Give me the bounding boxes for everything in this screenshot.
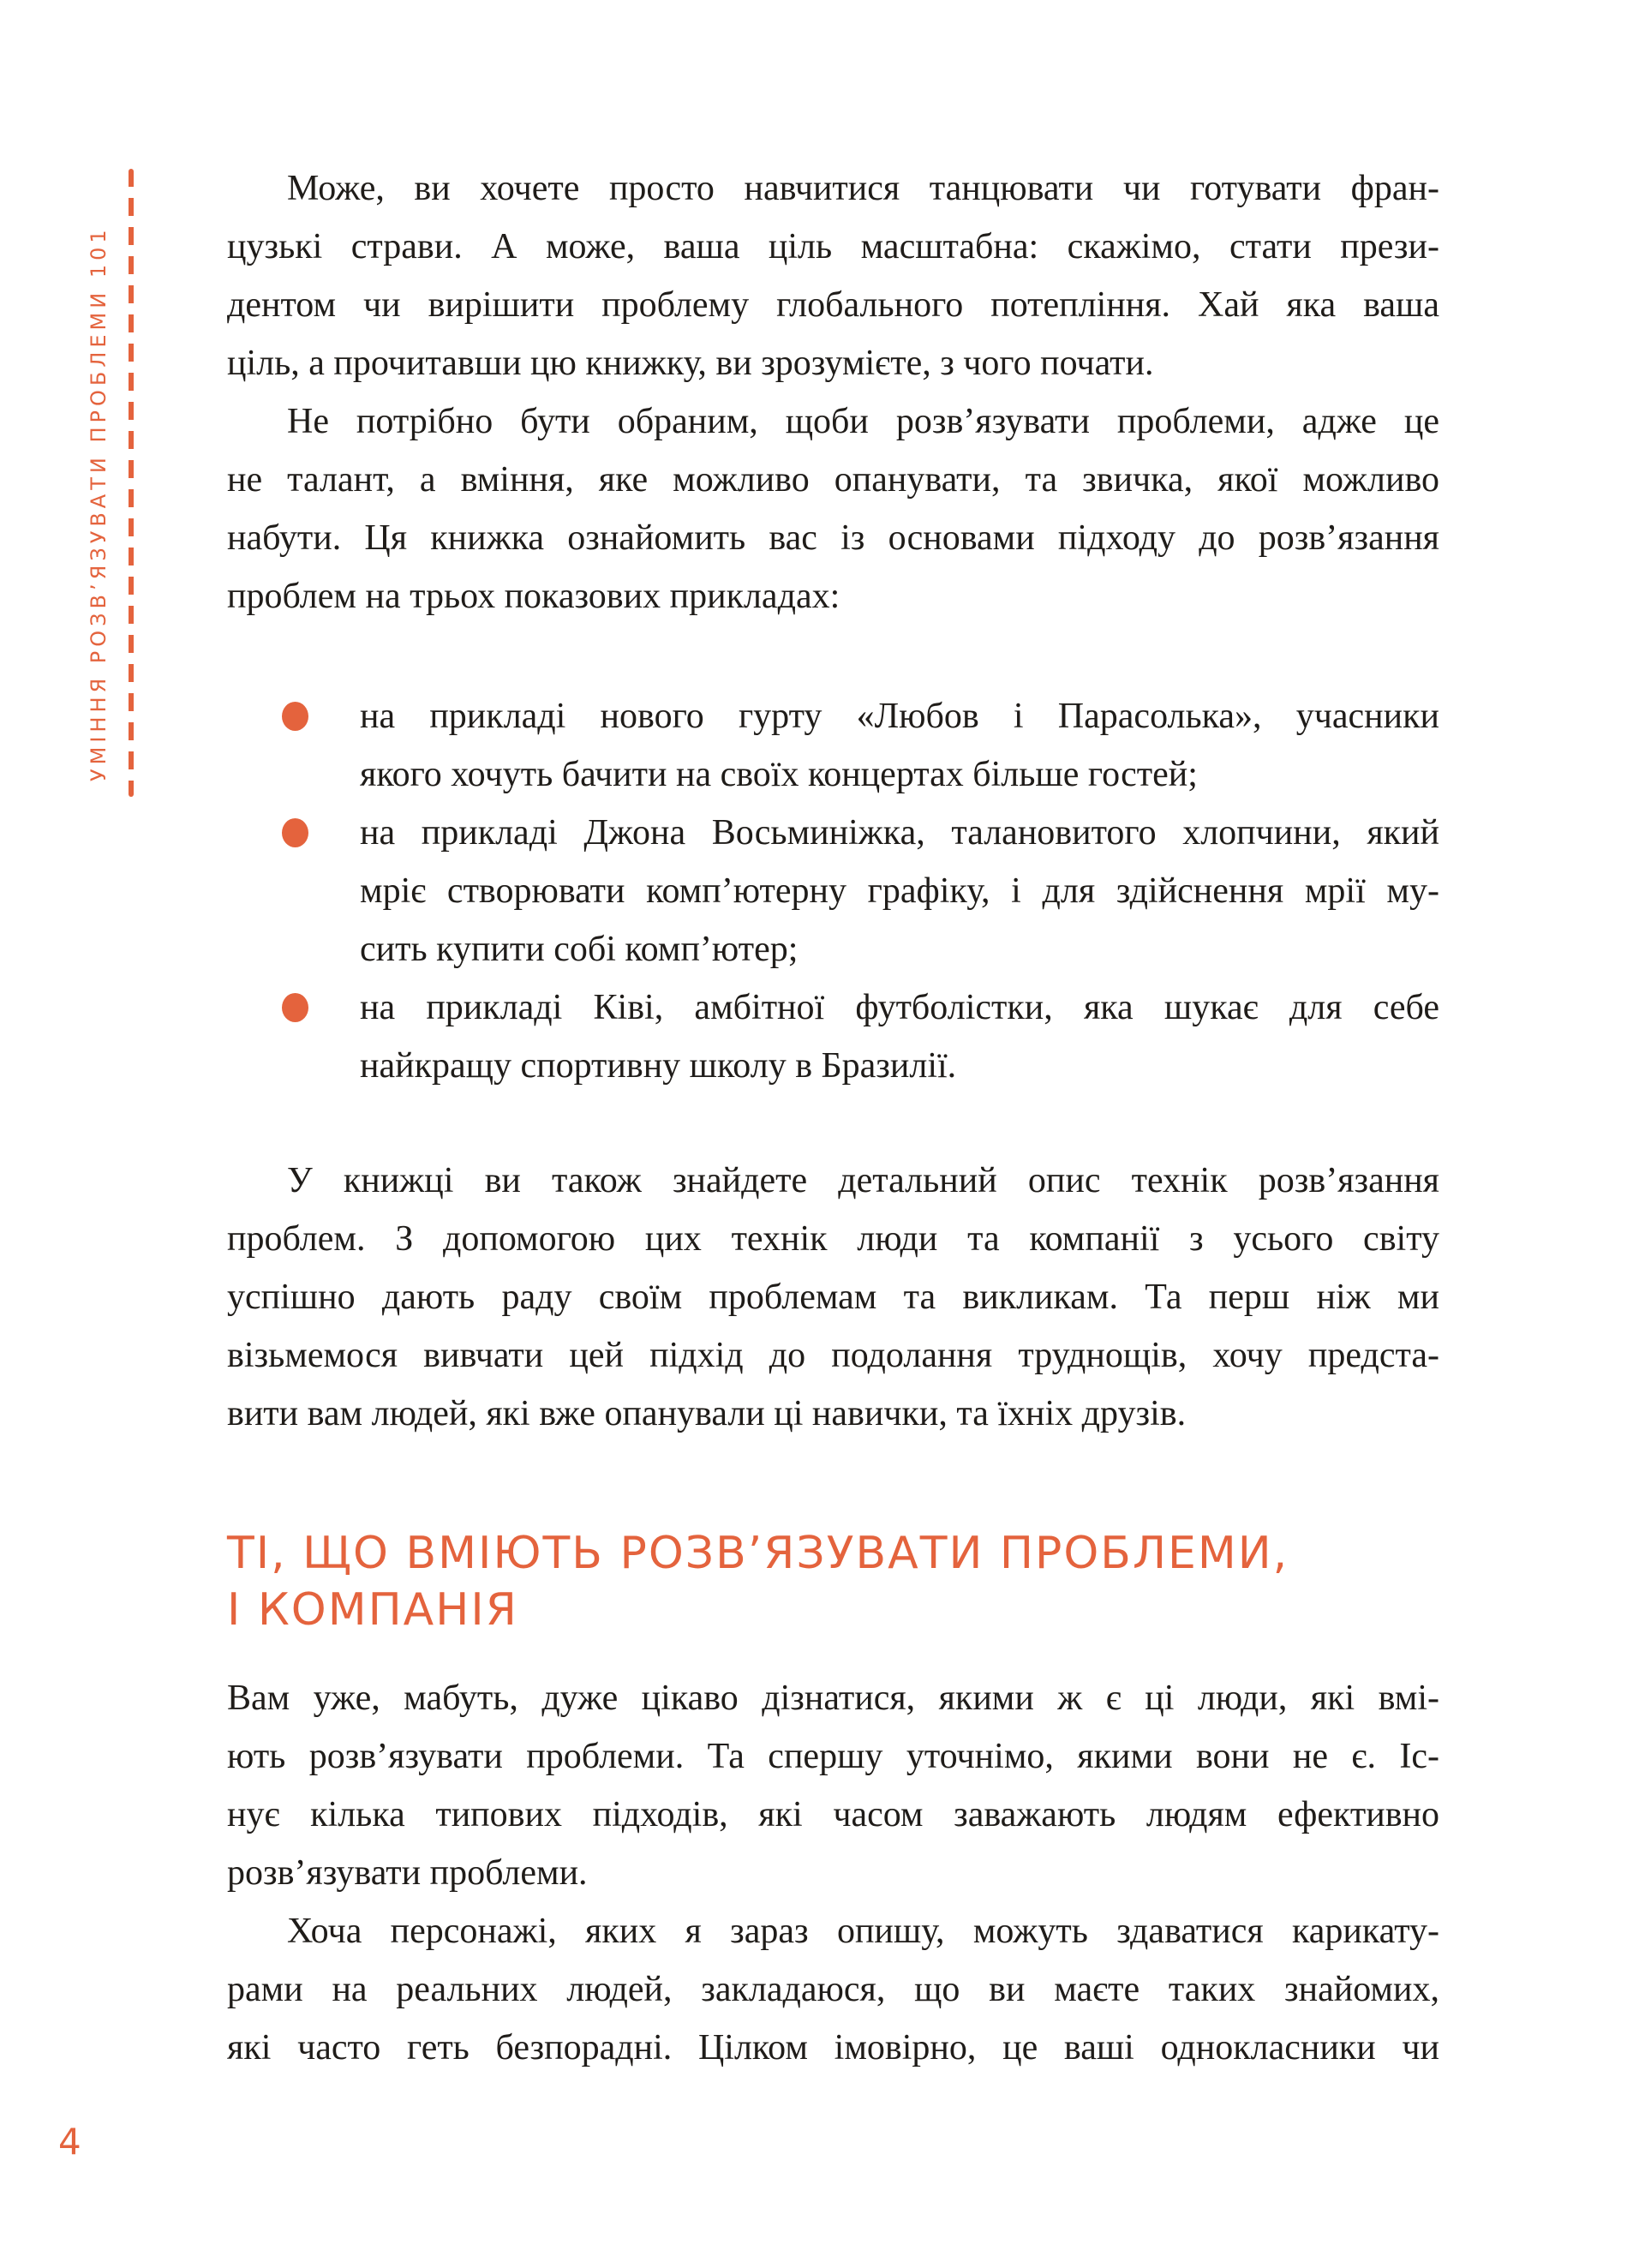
sidebar-vertical-book-title: УМІННЯ РОЗВ’ЯЗУВАТИ ПРОБЛЕМИ 101 — [87, 225, 111, 781]
text-line: нує кілька типових підходів, які часом заважають людям ефективно — [227, 1795, 1439, 1834]
text-line: Не потрібно бути обраним, щоби розв’язувати проблеми, адже це — [287, 402, 1439, 441]
bullet-dot-icon — [282, 702, 308, 731]
text-line: візьмемося вивчати цей підхід до подолання труднощів, хочу предста- — [227, 1336, 1439, 1375]
text-line: проблем. З допомогою цих технік люди та компанії з усього світу — [227, 1219, 1439, 1259]
text-line: не талант, а вміння, яке можливо опанувати, та звичка, якої можливо — [227, 460, 1439, 500]
text-line: дентом чи вирішити проблему глобального потепління. Хай яка ваша — [227, 285, 1439, 325]
text-line: найкращу спортивну школу в Бразилії. — [360, 1046, 957, 1086]
text-line: рами на реальних людей, закладаюся, що ви маєте таких знайомих, — [227, 1970, 1439, 2009]
paragraph — [227, 1152, 1439, 1443]
bullet-dot-icon — [282, 993, 308, 1022]
page-body-text — [227, 159, 1439, 2077]
text-line: на прикладі Джона Восьминіжка, талановитого хлопчини, який — [360, 813, 1439, 853]
text-line: проблем на трьох показових прикладах: — [227, 577, 840, 616]
text-line: на прикладі нового гурту «Любов і Парасолька», учасники — [360, 697, 1439, 736]
section-heading — [227, 1525, 1439, 1638]
bullet-list — [227, 687, 1439, 1095]
text-line: мріє створювати комп’ютерну графіку, і для здійснення мрії му- — [360, 871, 1439, 911]
section-heading-line: І КОМПАНІЯ — [227, 1584, 518, 1636]
page-number: 4 — [58, 2121, 81, 2163]
text-line: цузькі страви. А може, ваша ціль масштабна: скажімо, стати прези- — [227, 227, 1439, 266]
paragraph — [227, 392, 1439, 625]
text-line: якого хочуть бачити на своїх концертах більше гостей; — [360, 755, 1198, 794]
dashed-divider-line — [129, 169, 134, 797]
text-line: ють розв’язувати проблеми. Та спершу уточнімо, якими вони не є. Іс- — [227, 1737, 1439, 1776]
bullet-list-item — [227, 687, 1439, 804]
bullet-list-item — [227, 804, 1439, 978]
bullet-list-item — [227, 978, 1439, 1095]
text-line: вити вам людей, які вже опанували ці навички, та їхніх друзів. — [227, 1394, 1187, 1433]
text-line: У книжці ви також знайдете детальний опис технік розв’язання — [287, 1161, 1439, 1200]
text-line: ціль, а прочитавши цю книжку, ви зрозумієте, з чого почати. — [227, 344, 1154, 383]
text-line: набути. Ця книжка ознайомить вас із основами підходу до розв’язання — [227, 518, 1439, 558]
bullet-dot-icon — [282, 818, 308, 847]
text-line: які часто геть безпорадні. Цілком імовірно, це ваші однокласники чи — [227, 2028, 1439, 2068]
text-line: Вам уже, мабуть, дуже цікаво дізнатися, якими ж є ці люди, які вмі- — [227, 1679, 1439, 1718]
text-line: на прикладі Ківі, амбітної футболістки, яка шукає для себе — [360, 988, 1439, 1027]
text-line: Хоча персонажі, яких я зараз опишу, можуть здаватися карикату- — [287, 1912, 1439, 1951]
text-line: успішно дають раду своїм проблемам та викликам. Та перш ніж ми — [227, 1278, 1439, 1317]
text-line: сить купити собі комп’ютер; — [360, 930, 799, 969]
text-line: розв’язувати проблеми. — [227, 1853, 588, 1893]
section-heading-line: ТІ, ЩО ВМІЮТЬ РОЗВ’ЯЗУВАТИ ПРОБЛЕМИ, — [227, 1528, 1289, 1579]
paragraph — [227, 159, 1439, 392]
text-line: Може, ви хочете просто навчитися танцювати чи готувати фран- — [287, 169, 1439, 208]
paragraph — [227, 1669, 1439, 1902]
paragraph — [227, 1902, 1439, 2077]
